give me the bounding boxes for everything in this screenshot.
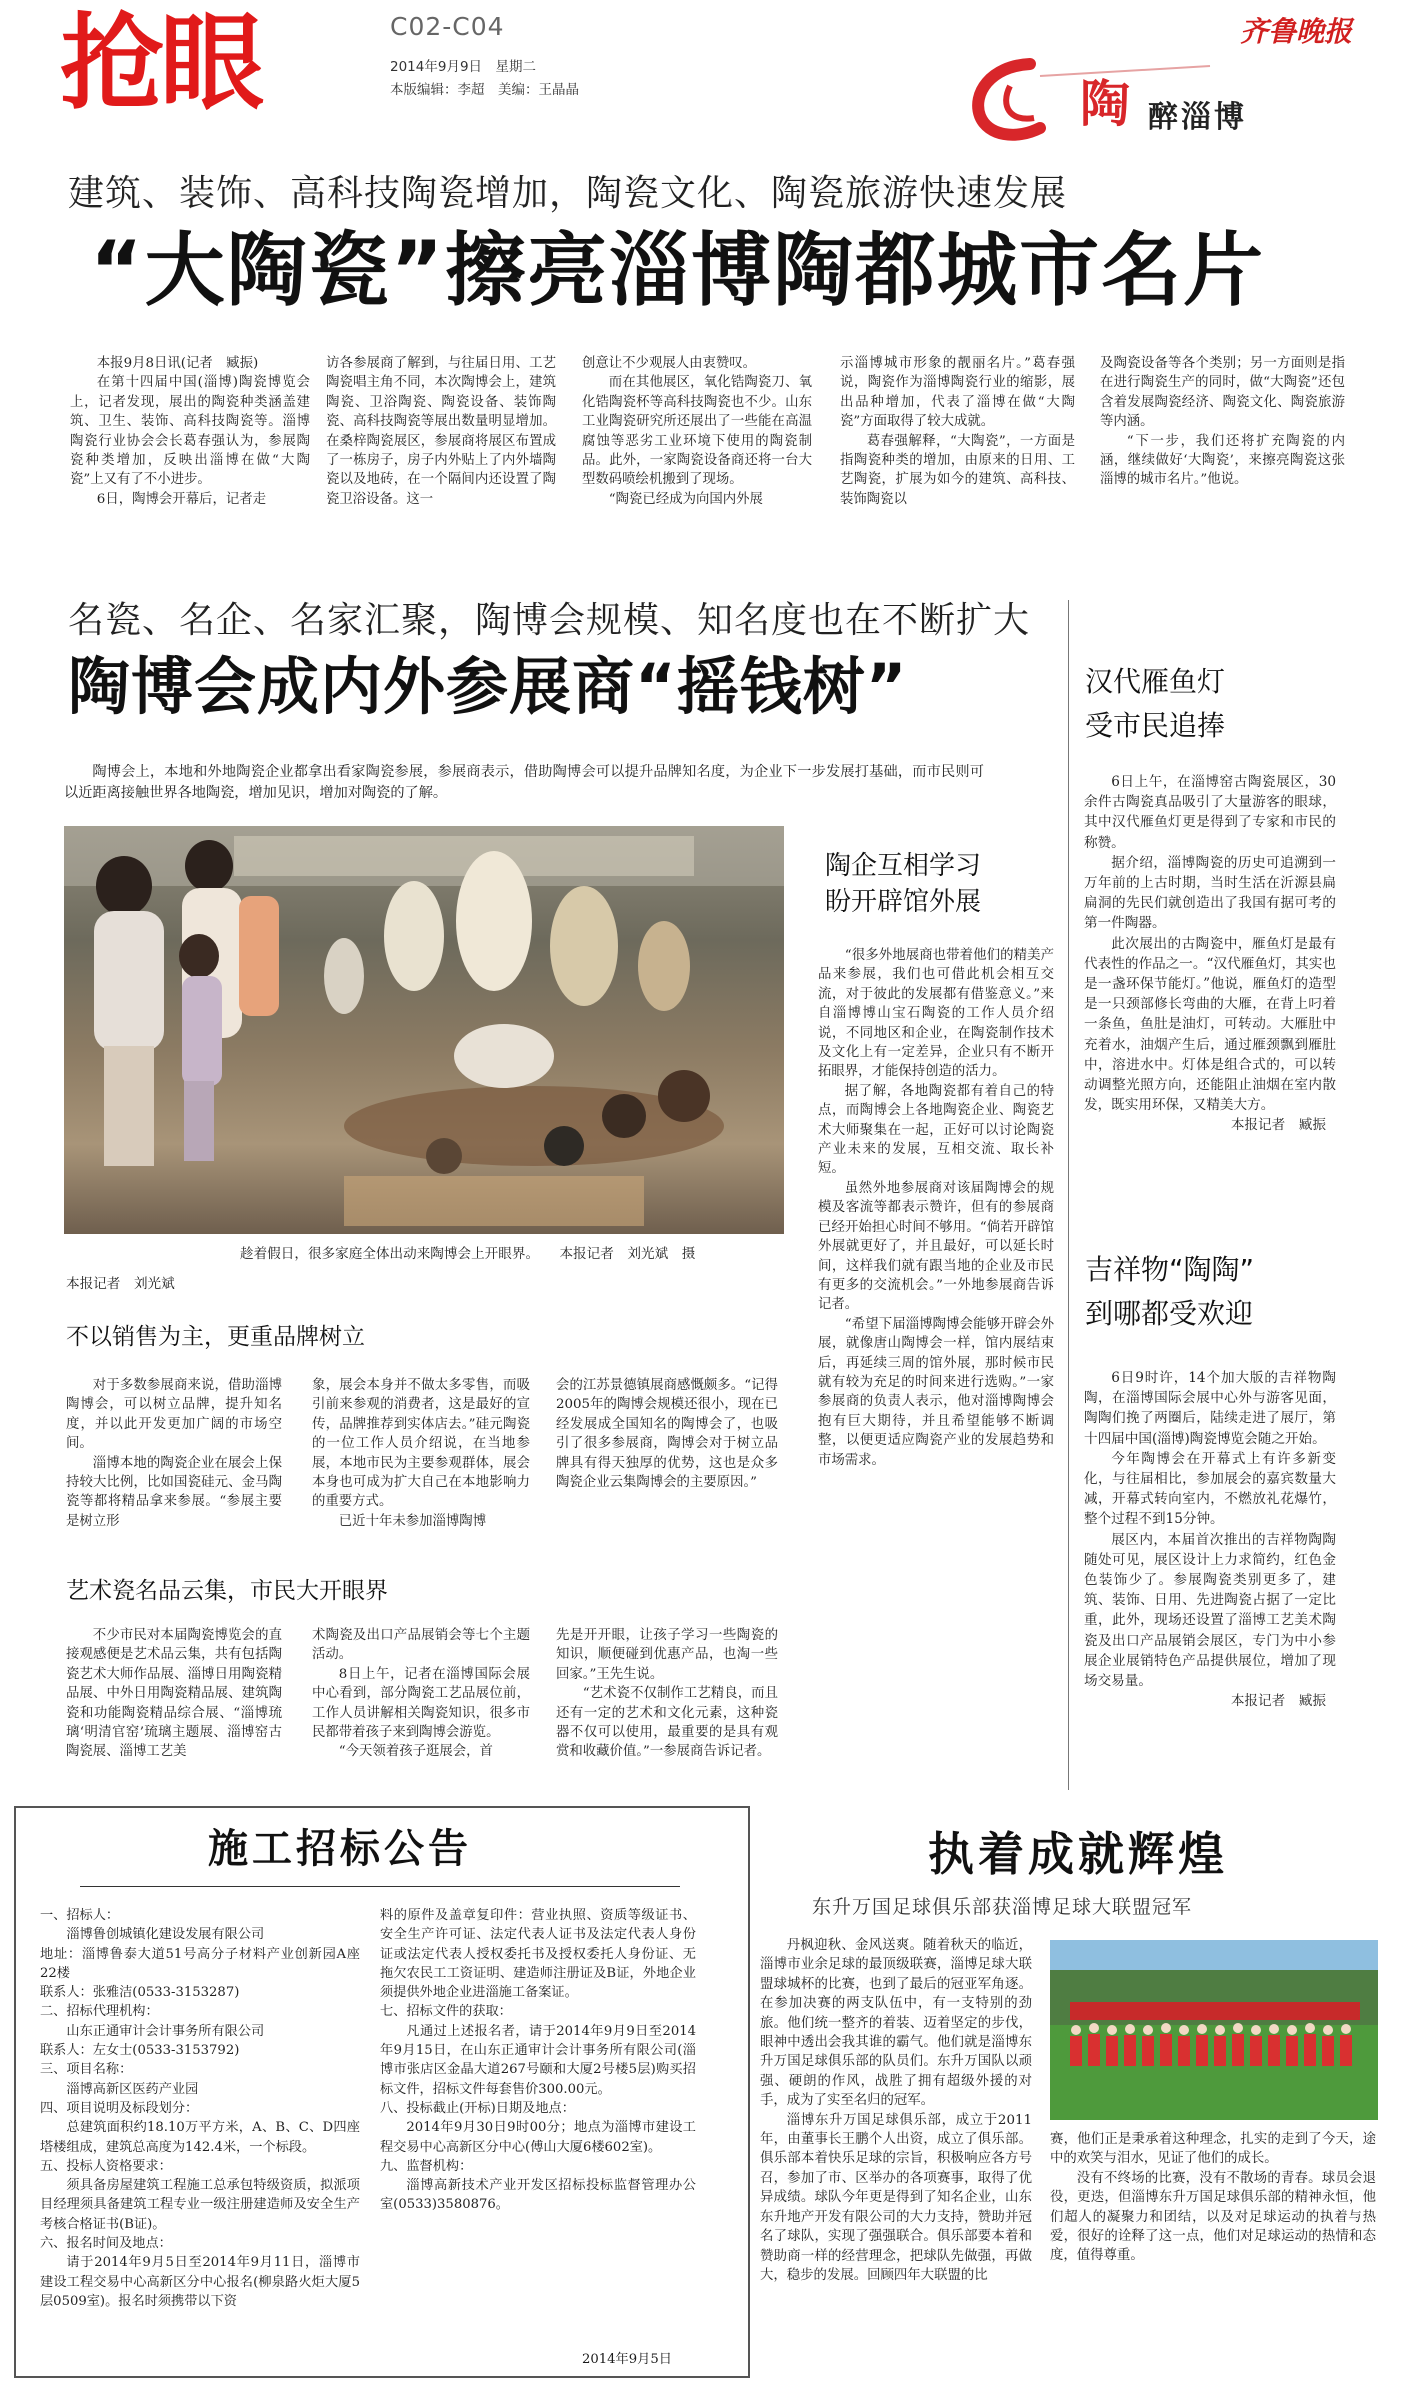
subsection1-col1 xyxy=(66,1376,282,1531)
paragraph: 访各参展商了解到，与往届日用、工艺陶瓷唱主角不同，本次陶博会上，建筑陶瓷、卫浴陶瓷、陶瓷设备、装饰陶瓷、高科技陶瓷等展出数量明显增加。在桑梓陶瓷展区，参展商将展区布置成了一栋房子，房子内外贴上了内外墙陶瓷以及地砖，在一个隔间内还设置了陶瓷卫浴设备。这一 xyxy=(326,356,556,507)
paragraph: “希望下届淄博陶博会能够开辟会外展，就像唐山陶博会一样，馆内展结束后，再延续三周的馆外展，那时候市民就有较为充足的时间来进行选购。”一家参展商的负责人表示，他对淄博陶博会抱有巨大期待，并且希望能够不断调整，以便更适应陶瓷产业的发展趋势和市场需求。 xyxy=(818,1316,1054,1468)
paragraph: 会的江苏景德镇展商感慨颇多。“记得2005年的陶博会规模还很小，现在已经发展成全国知名的陶博会了，也吸引了很多参展商，陶博会对于树立品牌具有得天独厚的优势，这也是众多陶瓷企业云集陶博会的主要原因。” xyxy=(556,1378,778,1491)
article3-title: 陶企互相学习 盼开辟馆外展 xyxy=(825,851,982,917)
brand-tao: 陶 xyxy=(1080,75,1130,133)
subsection1-title: 不以销售为主，更重品牌树立 xyxy=(66,1324,365,1350)
subsection2-col1 xyxy=(66,1626,282,1762)
notice-line: 须具备房屋建筑工程施工总承包特级资质，拟派项目经理须具备建筑工程专业一级注册建造师及安全生产考核合格证书(B证)。 xyxy=(40,2178,360,2232)
masthead xyxy=(0,0,1409,140)
notice-line: 淄博高新区医药产业园 xyxy=(66,2081,199,2097)
paragraph: 6日上午，在淄博窑古陶瓷展区，30余件古陶瓷真品吸引了大量游客的眼球，其中汉代雁鱼灯更是得到了专家和市民的称赞。 xyxy=(1084,774,1336,851)
subsection1-col2 xyxy=(312,1376,530,1531)
page-range: C02-C04 xyxy=(390,12,505,41)
article7-subtitle: 东升万国足球俱乐部获淄博足球大联盟冠军 xyxy=(812,1896,1193,1918)
paragraph: 创意让不少观展人由衷赞叹。 xyxy=(582,356,757,371)
paragraph: “陶瓷已经成为向国内外展 xyxy=(608,491,763,507)
paragraph: 没有不终场的比赛，没有不散场的青春。球员会退役，更迭，但淄博东升万国足球俱乐部的精神永恒，他们超人的凝聚力和团结，以及对足球运动的执着与热爱，很好的诠释了这一点，他们对足球运动的热情和态度，值得尊重。 xyxy=(1050,2170,1376,2264)
article1-col5 xyxy=(1100,354,1345,490)
paragraph: 先是开开眼，让孩子学习一些陶瓷的知识，顺便碰到优惠产品，也淘一些回家。”王先生说。 xyxy=(556,1628,778,1682)
notice-line: 山东正通审计会计事务所有限公司 xyxy=(66,2023,265,2039)
team-photo xyxy=(1050,1940,1378,2120)
photo-credit: 本报记者 刘光斌 xyxy=(66,1276,175,1292)
article5-body xyxy=(1084,1368,1336,1711)
article4-body xyxy=(1084,772,1336,1136)
notice-line: 七、招标文件的获取： xyxy=(380,2004,512,2020)
paragraph: 葛春强解释，“大陶瓷”，一方面是指陶瓷种类的增加，由原来的日用、工艺陶瓷，扩展为如今的建筑、高科技、装饰陶瓷以 xyxy=(840,433,1075,507)
article1-col3 xyxy=(582,354,812,509)
paragraph: 8日上午，记者在淄博国际会展中心看到，部分陶瓷工艺品展位前，工作人员讲解相关陶瓷知识，很多市民都带着孩子来到陶博会游览。 xyxy=(312,1666,530,1741)
notice-line: 一、招标人： xyxy=(40,1908,120,1923)
article5-title: 吉祥物“陶陶” 到哪都受欢迎 xyxy=(1085,1253,1255,1330)
paragraph: 赛，他们正是秉承着这种理念，扎实的走到了今天，途中的欢笑与泪水，见证了他们的成长。 xyxy=(1050,2132,1376,2167)
brand-slogan: 醉淄博 xyxy=(1148,100,1247,135)
tender-left-col xyxy=(40,1906,360,2311)
notice-line: 六、报名时间及地点： xyxy=(40,2236,172,2252)
notice-line: 五、投标人资格要求： xyxy=(40,2158,172,2174)
newspaper-logo: 齐鲁晚报 xyxy=(1240,15,1353,48)
paragraph: 虽然外地参展商对该届陶博会的规模及客流等都表示赞许，但有的参展商已经开始担心时间不够用。“倘若开辟馆外展就更好了，并且最好，可以延长时间，这样我们就有跟当地的企业及市民有更多的交流机会。”一外地参展商告诉记者。 xyxy=(818,1180,1054,1313)
article7-col1 xyxy=(760,1936,1032,2285)
paragraph: 今年陶博会在开幕式上有许多新变化，与往届相比，参加展会的嘉宾数量大减，开幕式转向室内，不燃放礼花爆竹，整个过程不到15分钟。 xyxy=(1084,1450,1336,1528)
paragraph: 据介绍，淄博陶瓷的历史可追溯到一万年前的上古时期，当时生活在沂源县扁扁洞的先民们就创造出了我国有据可考的第一件陶器。 xyxy=(1084,854,1336,932)
notice-line: 八、投标截止(开标)日期及地点： xyxy=(380,2100,575,2116)
team-photo-illustration xyxy=(1050,1940,1378,2120)
notice-line: 九、监督机构： xyxy=(380,2158,473,2174)
photo-caption: 趁着假日，很多家庭全体出动来陶博会上开眼界。 本报记者 刘光斌 摄 xyxy=(240,1246,696,1262)
expo-photo xyxy=(64,826,784,1234)
notice-line: 四、项目说明及标段划分： xyxy=(40,2100,199,2116)
section-logo: 抢眼 xyxy=(60,2,261,124)
notice-line: 联系人：左女士(0533-3153792) xyxy=(40,2043,240,2059)
article2-lead xyxy=(64,762,984,804)
paragraph: 术陶瓷及出口产品展销会等七个主题活动。 xyxy=(312,1628,530,1663)
notice-line: 总建筑面积约18.10万平方米，A、B、C、D四座塔楼组成，建筑总高度为142.4米，一个标段。 xyxy=(40,2120,360,2155)
tender-title-underline xyxy=(80,1886,680,1887)
column-divider xyxy=(1068,600,1069,1790)
article3-body xyxy=(818,946,1054,1470)
notice-line: 淄博高新技术产业开发区招标投标监督管理办公室(0533)3580876。 xyxy=(380,2178,696,2213)
article1-col1 xyxy=(70,354,310,509)
notice-line: 淄博鲁创城镇化建设发展有限公司 xyxy=(66,1927,265,1943)
article7-col2 xyxy=(1050,2130,1376,2266)
paragraph: 6日9时许，14个加大版的吉祥物陶陶，在淄博国际会展中心外与游客见面，陶陶们挽了两圈后，陆续走进了展厅，第十四届中国(淄博)陶瓷博览会随之开始。 xyxy=(1084,1370,1336,1447)
subsection2-col2 xyxy=(312,1626,530,1762)
byline: 本报记者 臧振 xyxy=(1230,1693,1326,1710)
paragraph: 淄博本地的陶瓷企业在展会上保持较大比例，比如国瓷硅元、金马陶瓷等都将精品拿来参展。“参展主要是树立形 xyxy=(66,1455,282,1529)
article1-headline: “大陶瓷”擦亮淄博陶都城市名片 xyxy=(90,224,1266,317)
paragraph: 淄博东升万国足球俱乐部，成立于2011年，由董事长王鹏个人出资，成立了俱乐部。俱乐部本着快乐足球的宗旨，积极响应各方号召，参加了市、区举办的各项赛事，取得了优异成绩。球队今年更是得到了知名企业，山东东升地产开发有限公司的大力支持，赞助并冠名了球队，实现了强强联合。俱乐部要本着和赞助商一样的经营理念，把球队先做强，再做大，稳步的发展。回顾四年大联盟的比 xyxy=(760,2112,1032,2283)
paragraph: 已近十年未参加淄博陶博 xyxy=(338,1513,487,1529)
byline: 本报记者 臧振 xyxy=(1230,1117,1326,1134)
issue-date: 2014年9月9日 星期二 xyxy=(390,59,537,75)
notice-line: 料的原件及盖章复印件：营业执照、资质等级证书、安全生产许可证、法定代表人证书及法定代表人身份证或法定代表人授权委托书及授权委托人身份证、无拖欠农民工工资证明、建造师注册证及B证，外地企业须提供外地企业进淄施工备案证。 xyxy=(380,1908,696,2001)
notice-line: 地址：淄博鲁泰大道51号高分子材料产业创新园A座22楼 xyxy=(40,1946,360,1981)
notice-line: 凡通过上述报名者，请于2014年9月9日至2014年9月15日，在山东正通审计会计事务所有限公司(淄博市张店区金晶大道267号颐和大厦2号楼5层)购买招标文件，招标文件每套售价300.00元。 xyxy=(380,2023,696,2097)
article1-col2 xyxy=(326,354,556,509)
dateline: 本报9月8日讯(记者 臧振) xyxy=(96,356,259,371)
paragraph: “很多外地展商也带着他们的精美产品来参展，我们也可借此机会相互交流，对于彼此的发展都有借鉴意义。”来自淄博博山宝石陶瓷的工作人员介绍说，不同地区和企业，在陶瓷制作技术及文化上有一定差异，企业只有不断开拓眼界，才能保持创造的活力。 xyxy=(818,948,1054,1080)
paragraph: 不少市民对本届陶瓷博览会的直接观感便是艺术品云集，共有包括陶瓷艺术大师作品展、淄博日用陶瓷精品展、中外日用陶瓷精品展、建筑陶瓷和功能陶瓷精品综合展、“淄博琉璃‘明清官窑’琉璃主题展、淄博窑古陶瓷展、淄博工艺美 xyxy=(66,1628,282,1760)
article4-title: 汉代雁鱼灯 受市民追捧 xyxy=(1085,665,1226,742)
notice-line: 请于2014年9月5日至2014年9月11日，淄博市建设工程交易中心高新区分中心报名(柳泉路火炬大厦5层0509室)。报名时须携带以下资 xyxy=(40,2255,360,2309)
subsection1-col3 xyxy=(556,1376,778,1492)
tender-notice-title: 施工招标公告 xyxy=(208,1826,472,1872)
paragraph: 示淄博城市形象的靓丽名片。”葛春强说，陶瓷作为淄博陶瓷行业的缩影，展出品种增加，代表了淄博在做“大陶瓷”方面取得了较大成就。 xyxy=(840,356,1075,430)
paragraph: 象，展会本身并不做太多零售，而吸引前来参观的消费者，这是最好的宣传，品牌推荐到实体店去。”硅元陶瓷的一位工作人员介绍说，在当地参展，本地市民为主要参观群体，展会本身也可成为扩大自己在本地影响力的重要方式。 xyxy=(312,1378,530,1510)
lead-paragraph: 陶博会上，本地和外地陶瓷企业都拿出看家陶瓷参展，参展商表示，借助陶博会可以提升品牌知名度，为企业下一步发展打基础，而市民则可以近距离接触世界各地陶瓷，增加见识，增加对陶瓷的了解。 xyxy=(64,764,984,801)
paragraph: 及陶瓷设备等各个类别；另一方面则是指在进行陶瓷生产的同时，做“大陶瓷”还包含着发展陶瓷经济、陶瓷文化、陶瓷旅游等内涵。 xyxy=(1100,356,1345,430)
subsection2-col3 xyxy=(556,1626,778,1762)
paragraph: “下一步，我们还将扩充陶瓷的内涵，继续做好‘大陶瓷’，来擦亮陶瓷这张淄博的城市名片。”他说。 xyxy=(1100,433,1345,488)
notice-line: 联系人：张雅洁(0533-3153287) xyxy=(40,1985,240,2001)
paragraph: 此次展出的古陶瓷中，雁鱼灯是最有代表性的作品之一。“汉代雁鱼灯，其实也是一盏环保节能灯。”他说，雁鱼灯的造型是一只颈部修长弯曲的大雁，在背上叼着一条鱼，鱼肚是油灯，可转动。大雁肚中充着水，油烟产生后，通过雁颈飘到雁肚中，溶进水中。灯体是组合式的，可以转动调整光照方向，还能阻止油烟在室内散发，既实用环保，又精美大方。 xyxy=(1084,935,1336,1114)
article7-headline: 执着成就辉煌 xyxy=(928,1827,1228,1881)
paragraph: 6日，陶博会开幕后，记者走 xyxy=(96,491,267,507)
photo-illustration xyxy=(64,826,784,1234)
paragraph: 据了解，各地陶瓷都有着自己的特点，而陶博会上各地陶瓷企业、陶瓷艺术大师聚集在一起，正好可以讨论陶瓷产业未来的发展，互相交流、取长补短。 xyxy=(818,1083,1054,1177)
notice-line: 三、项目名称： xyxy=(40,2062,133,2078)
subsection2-title: 艺术瓷名品云集，市民大开眼界 xyxy=(66,1578,388,1604)
tender-notice-date: 2014年9月5日 xyxy=(582,2352,672,2367)
paragraph: “今天领着孩子逛展会，首 xyxy=(338,1744,493,1760)
paragraph: 展区内，本届首次推出的吉祥物陶陶随处可见，展区设计上力求简约，红色金色装饰少了。参展陶瓷类别更多了，建筑、装饰、日用、先进陶瓷占据了一定比重，此外，现场还设置了淄博工艺美术陶瓷及出口产品展销会展区，专门为中小参展企业展销特色产品提供展位，增加了现场交易量。 xyxy=(1084,1531,1336,1690)
notice-line: 2014年9月30日9时00分；地点为淄博市建设工程交易中心高新区分中心(傅山大厦6楼602室)。 xyxy=(380,2120,696,2155)
tender-right-col xyxy=(380,1906,696,2215)
paragraph: 对于多数参展商来说，借助淄博陶博会，可以树立品牌，提升知名度，并以此开发更加广阔的市场空间。 xyxy=(66,1378,282,1452)
editor-credit: 本版编辑：李超 美编：王晶晶 xyxy=(390,82,579,98)
article2-headline: 陶博会成内外参展商“摇钱树” xyxy=(68,650,908,723)
article1-col4 xyxy=(840,354,1075,509)
article2-kicker: 名瓷、名企、名家汇聚，陶博会规模、知名度也在不断扩大 xyxy=(68,600,1031,641)
paragraph: “艺术瓷不仅制作工艺精良，而且还有一定的艺术和文化元素，这种瓷器不仅可以使用，最重要的是具有观赏和收藏价值。”一参展商告诉记者。 xyxy=(556,1686,778,1760)
paragraph: 丹枫迎秋、金风送爽。随着秋天的临近，淄博市业余足球的最顶级联赛，淄博足球大联盟球城杯的比赛，也到了最后的冠亚军角逐。在参加决赛的两支队伍中，有一支特别的劲旅。他们统一整齐的着装、迈着坚定的步伐，眼神中透出会我其谁的霸气。他们就是淄博东升万国足球俱乐部的队员们。东升万国队以顽强、硬朗的作风，战胜了拥有超级外援的对手，成为了实至名归的冠军。 xyxy=(760,1938,1032,2109)
paragraph: 在第十四届中国(淄博)陶瓷博览会上，记者发现，展出的陶瓷种类涵盖建筑、卫生、装饰、高科技陶瓷等。淄博陶瓷行业协会会长葛春强认为，参展陶瓷种类增加，反映出淄博在做“大陶瓷”上又有了不小进步。 xyxy=(70,375,310,488)
paragraph: 而在其他展区，氧化锆陶瓷刀、氧化锆陶瓷杯等高科技陶瓷也不少。山东工业陶瓷研究所还展出了一些能在高温腐蚀等恶劣工业环境下使用的陶瓷制品。此外，一家陶瓷设备商还将一台大型数码喷绘机搬到了现场。 xyxy=(582,375,812,488)
article1-kicker: 建筑、装饰、高科技陶瓷增加，陶瓷文化、陶瓷旅游快速发展 xyxy=(68,173,1068,214)
notice-line: 二、招标代理机构： xyxy=(40,2004,159,2020)
